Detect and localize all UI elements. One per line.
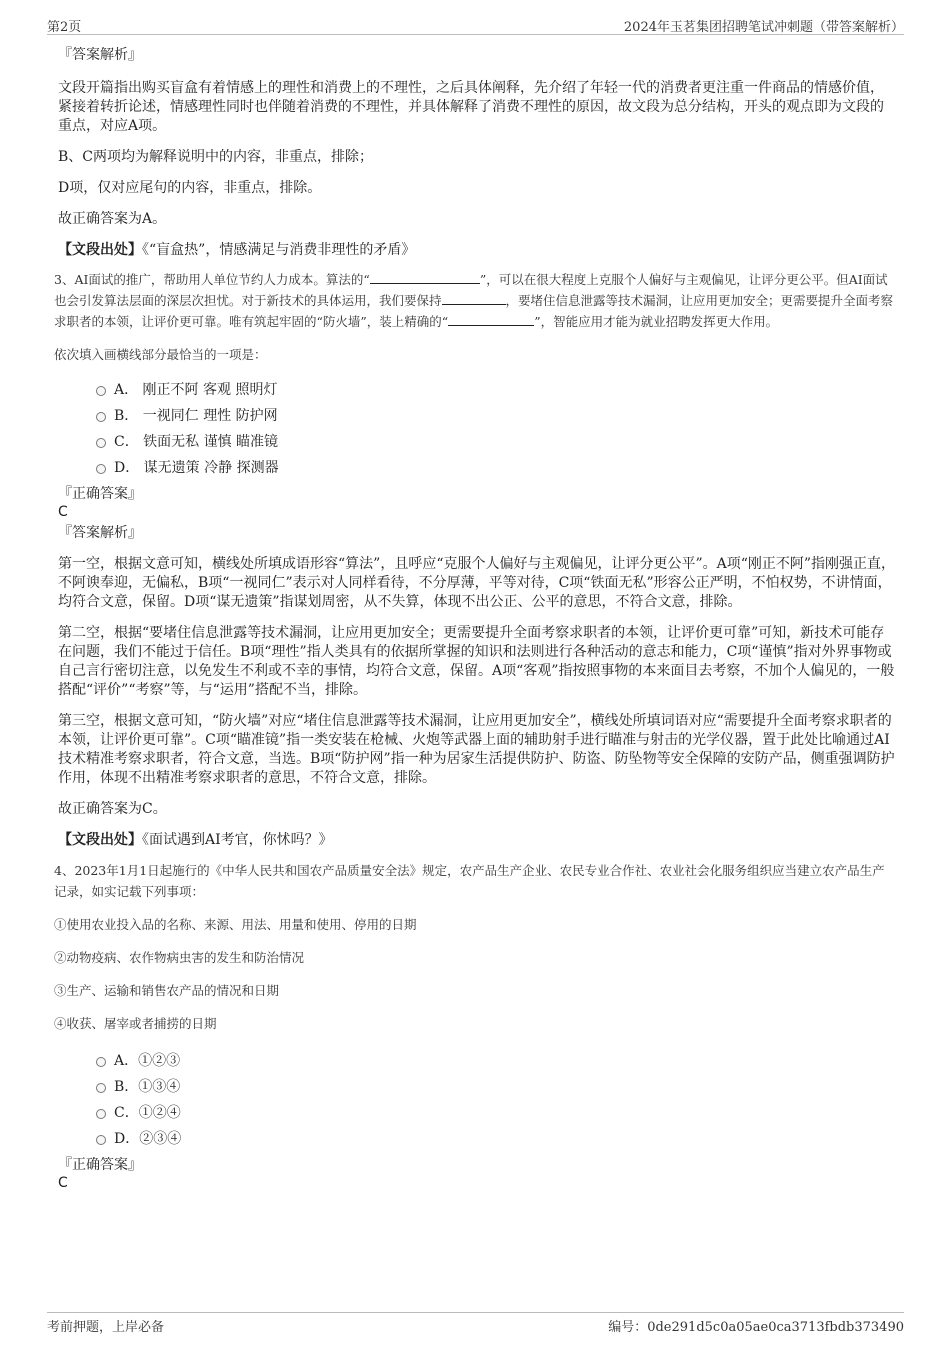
page-footer	[47, 1312, 904, 1335]
q3-option-c[interactable]	[96, 429, 896, 455]
radio-icon[interactable]	[96, 438, 106, 448]
radio-icon[interactable]	[96, 412, 106, 422]
q3-stem-part-b: ”，可以在很大程度上克服个人偏好与主观偏见，让评分更公平。但AI面试也会引发算法层面的深层次担忧。对于新技术的具体运用，我们要保持	[54, 272, 888, 308]
q4-item-4: ④收获、屠宰或者捕捞的日期	[54, 1016, 217, 1031]
radio-icon[interactable]	[96, 1057, 106, 1067]
q4-option-a-label: A．①②③	[114, 1053, 181, 1069]
q4-option-c-label: C．①②④	[114, 1105, 181, 1121]
q4-item-1: ①使用农业投入品的名称、来源、用法、用量和使用、停用的日期	[54, 917, 417, 932]
q3-analysis-label: 『答案解析』	[58, 525, 142, 541]
q3-options	[96, 377, 896, 481]
q3-analysis-p4: 故正确答案为C。	[58, 801, 167, 817]
q3-option-c-label: C． 铁面无私 谨慎 瞄准镜	[114, 434, 279, 450]
footer-serial-number: 编号：0de291d5c0a05ae0ca3713fbdb373490	[608, 1320, 904, 1335]
q4-option-b[interactable]	[96, 1074, 896, 1100]
radio-icon[interactable]	[96, 386, 106, 396]
q4-option-b-label: B．①③④	[114, 1079, 181, 1095]
q2-analysis-label: 『答案解析』	[58, 47, 142, 63]
q3-option-d-label: D． 谋无遗策 冷静 探测器	[114, 460, 279, 476]
q3-option-d[interactable]	[96, 455, 896, 481]
q4-correct-label: 『正确答案』	[58, 1157, 142, 1173]
q2-source	[54, 241, 896, 260]
q4-correct-answer: C	[58, 1175, 68, 1191]
q4-option-d[interactable]	[96, 1126, 896, 1152]
q3-prompt: 依次填入画横线部分最恰当的一项是：	[54, 347, 267, 362]
page-header	[47, 14, 904, 35]
q2-analysis-p4: 故正确答案为A。	[58, 211, 167, 227]
q3-source	[54, 831, 896, 850]
q4-stem: 4、2023年1月1日起施行的《中华人民共和国农产品质量安全法》规定，农产品生产企业、农民专业合作社、农业社会化服务组织应当建立农产品生产记录，如实记载下列事项：	[54, 863, 885, 899]
q3-source-label: 【文段出处】	[58, 832, 142, 848]
page-content	[54, 44, 896, 1193]
q2-source-label: 【文段出处】	[58, 242, 142, 258]
q4-options	[96, 1048, 896, 1152]
q3-stem-part-a: 3、AI面试的推广，帮助用人单位节约人力成本。算法的“	[54, 272, 370, 287]
q4-option-a[interactable]	[96, 1048, 896, 1074]
q4-item-3: ③生产、运输和销售农产品的情况和日期	[54, 983, 280, 998]
q3-source-title: 《面试遇到AI考官，你怵吗？》	[142, 832, 333, 848]
footer-slogan: 考前押题，上岸必备	[47, 1320, 165, 1335]
q2-source-title: 《“盲盒热”，情感满足与消费非理性的矛盾》	[142, 242, 416, 258]
q3-analysis-p2: 第二空，根据“要堵住信息泄露等技术漏洞，让应用更加安全；更需要提升全面考察求职者的本领，让评价更可靠”可知，新技术可能存在问题，我们不能过于信任。B项“理性”指人类具有的依据所掌握的知识和法则进行各种活动的意志和能力，C项“谨慎”指对外界事物或自己言行密切注意，以免发生不利或不幸的事情，均符合文意，保留。A项“客观”指按照事物的本来面目去考察，不加个人偏见的，一般搭配“评价”“考察”等，与“运用”搭配不当，排除。	[58, 625, 895, 698]
q3-analysis-p3: 第三空，根据文意可知，“防火墙”对应“堵住信息泄露等技术漏洞，让应用更加安全”，横线处所填词语对应“需要提升全面考察求职者的本领，让评价更可靠”。C项“瞄准镜”指一类安装在枪械、火炮等武器上面的辅助射手进行瞄准与射击的光学仪器，置于此处比喻通过AI技术精准考察求职者，符合文意，当选。B项“防护网”指一种为居家生活提供防护、防盗、防坠物等安全保障的安防产品，侧重强调防护作用，体现不出精准考察求职者的意思，不符合文意，排除。	[58, 713, 895, 786]
radio-icon[interactable]	[96, 464, 106, 474]
q2-analysis-p3: D项，仅对应尾句的内容，非重点，排除。	[58, 180, 322, 196]
q2-analysis-p2: B、C两项均为解释说明中的内容，非重点，排除；	[58, 149, 373, 165]
q4-option-c[interactable]	[96, 1100, 896, 1126]
q4-item-2: ②动物疫病、农作物病虫害的发生和防治情况	[54, 950, 305, 965]
q3-option-b[interactable]	[96, 403, 896, 429]
q3-option-b-label: B． 一视同仁 理性 防护网	[114, 408, 278, 424]
q3-blank-3	[448, 313, 534, 326]
q2-analysis-p1: 文段开篇指出购买盲盒有着情感上的理性和消费上的不理性，之后具体阐释，先介绍了年轻一代的消费者更注重一件商品的情感价值，紧接着转折论述，情感理性同时也伴随着消费的不理性，并具体解释了消费不理性的原因，故文段为总分结构，开头的观点即为文段的重点，对应A项。	[58, 80, 884, 134]
q3-option-a-label: A． 刚正不阿 客观 照明灯	[114, 382, 278, 398]
q4-option-d-label: D．②③④	[114, 1131, 182, 1147]
q3-blank-2	[442, 292, 506, 305]
document-title: 2024年玉茗集团招聘笔试冲刺题（带答案解析）	[623, 20, 904, 35]
q3-stem-part-d: ”，智能应用才能为就业招聘发挥更大作用。	[534, 314, 779, 329]
q3-correct-label: 『正确答案』	[58, 486, 142, 502]
q3-stem	[54, 269, 896, 332]
q3-blank-1	[370, 271, 480, 284]
page-number: 第2页	[47, 20, 82, 35]
radio-icon[interactable]	[96, 1109, 106, 1119]
q3-analysis-p1: 第一空，根据文意可知，横线处所填成语形容“算法”，且呼应“克服个人偏好与主观偏见，让评分更公平”。A项“刚正不阿”指刚强正直，不阿谀奉迎，无偏私，B项“一视同仁”表示对人同样看待，不分厚薄，平等对待，C项“铁面无私”形容公正严明，不怕权势，不讲情面，均符合文意，保留。D项“谋无遗策”指谋划周密，从不失算，体现不出公正、公平的意思，不符合文意，排除。	[58, 556, 896, 610]
radio-icon[interactable]	[96, 1135, 106, 1145]
q3-correct-answer: C	[58, 504, 68, 520]
q3-stem-part-c: ，要堵住信息泄露等技术漏洞，让应用更加安全；更需要提升全面考察求职者的本领，让评价更可靠。唯有筑起牢固的“防火墙”，装上精确的“	[54, 293, 894, 329]
q3-option-a[interactable]	[96, 377, 896, 403]
radio-icon[interactable]	[96, 1083, 106, 1093]
